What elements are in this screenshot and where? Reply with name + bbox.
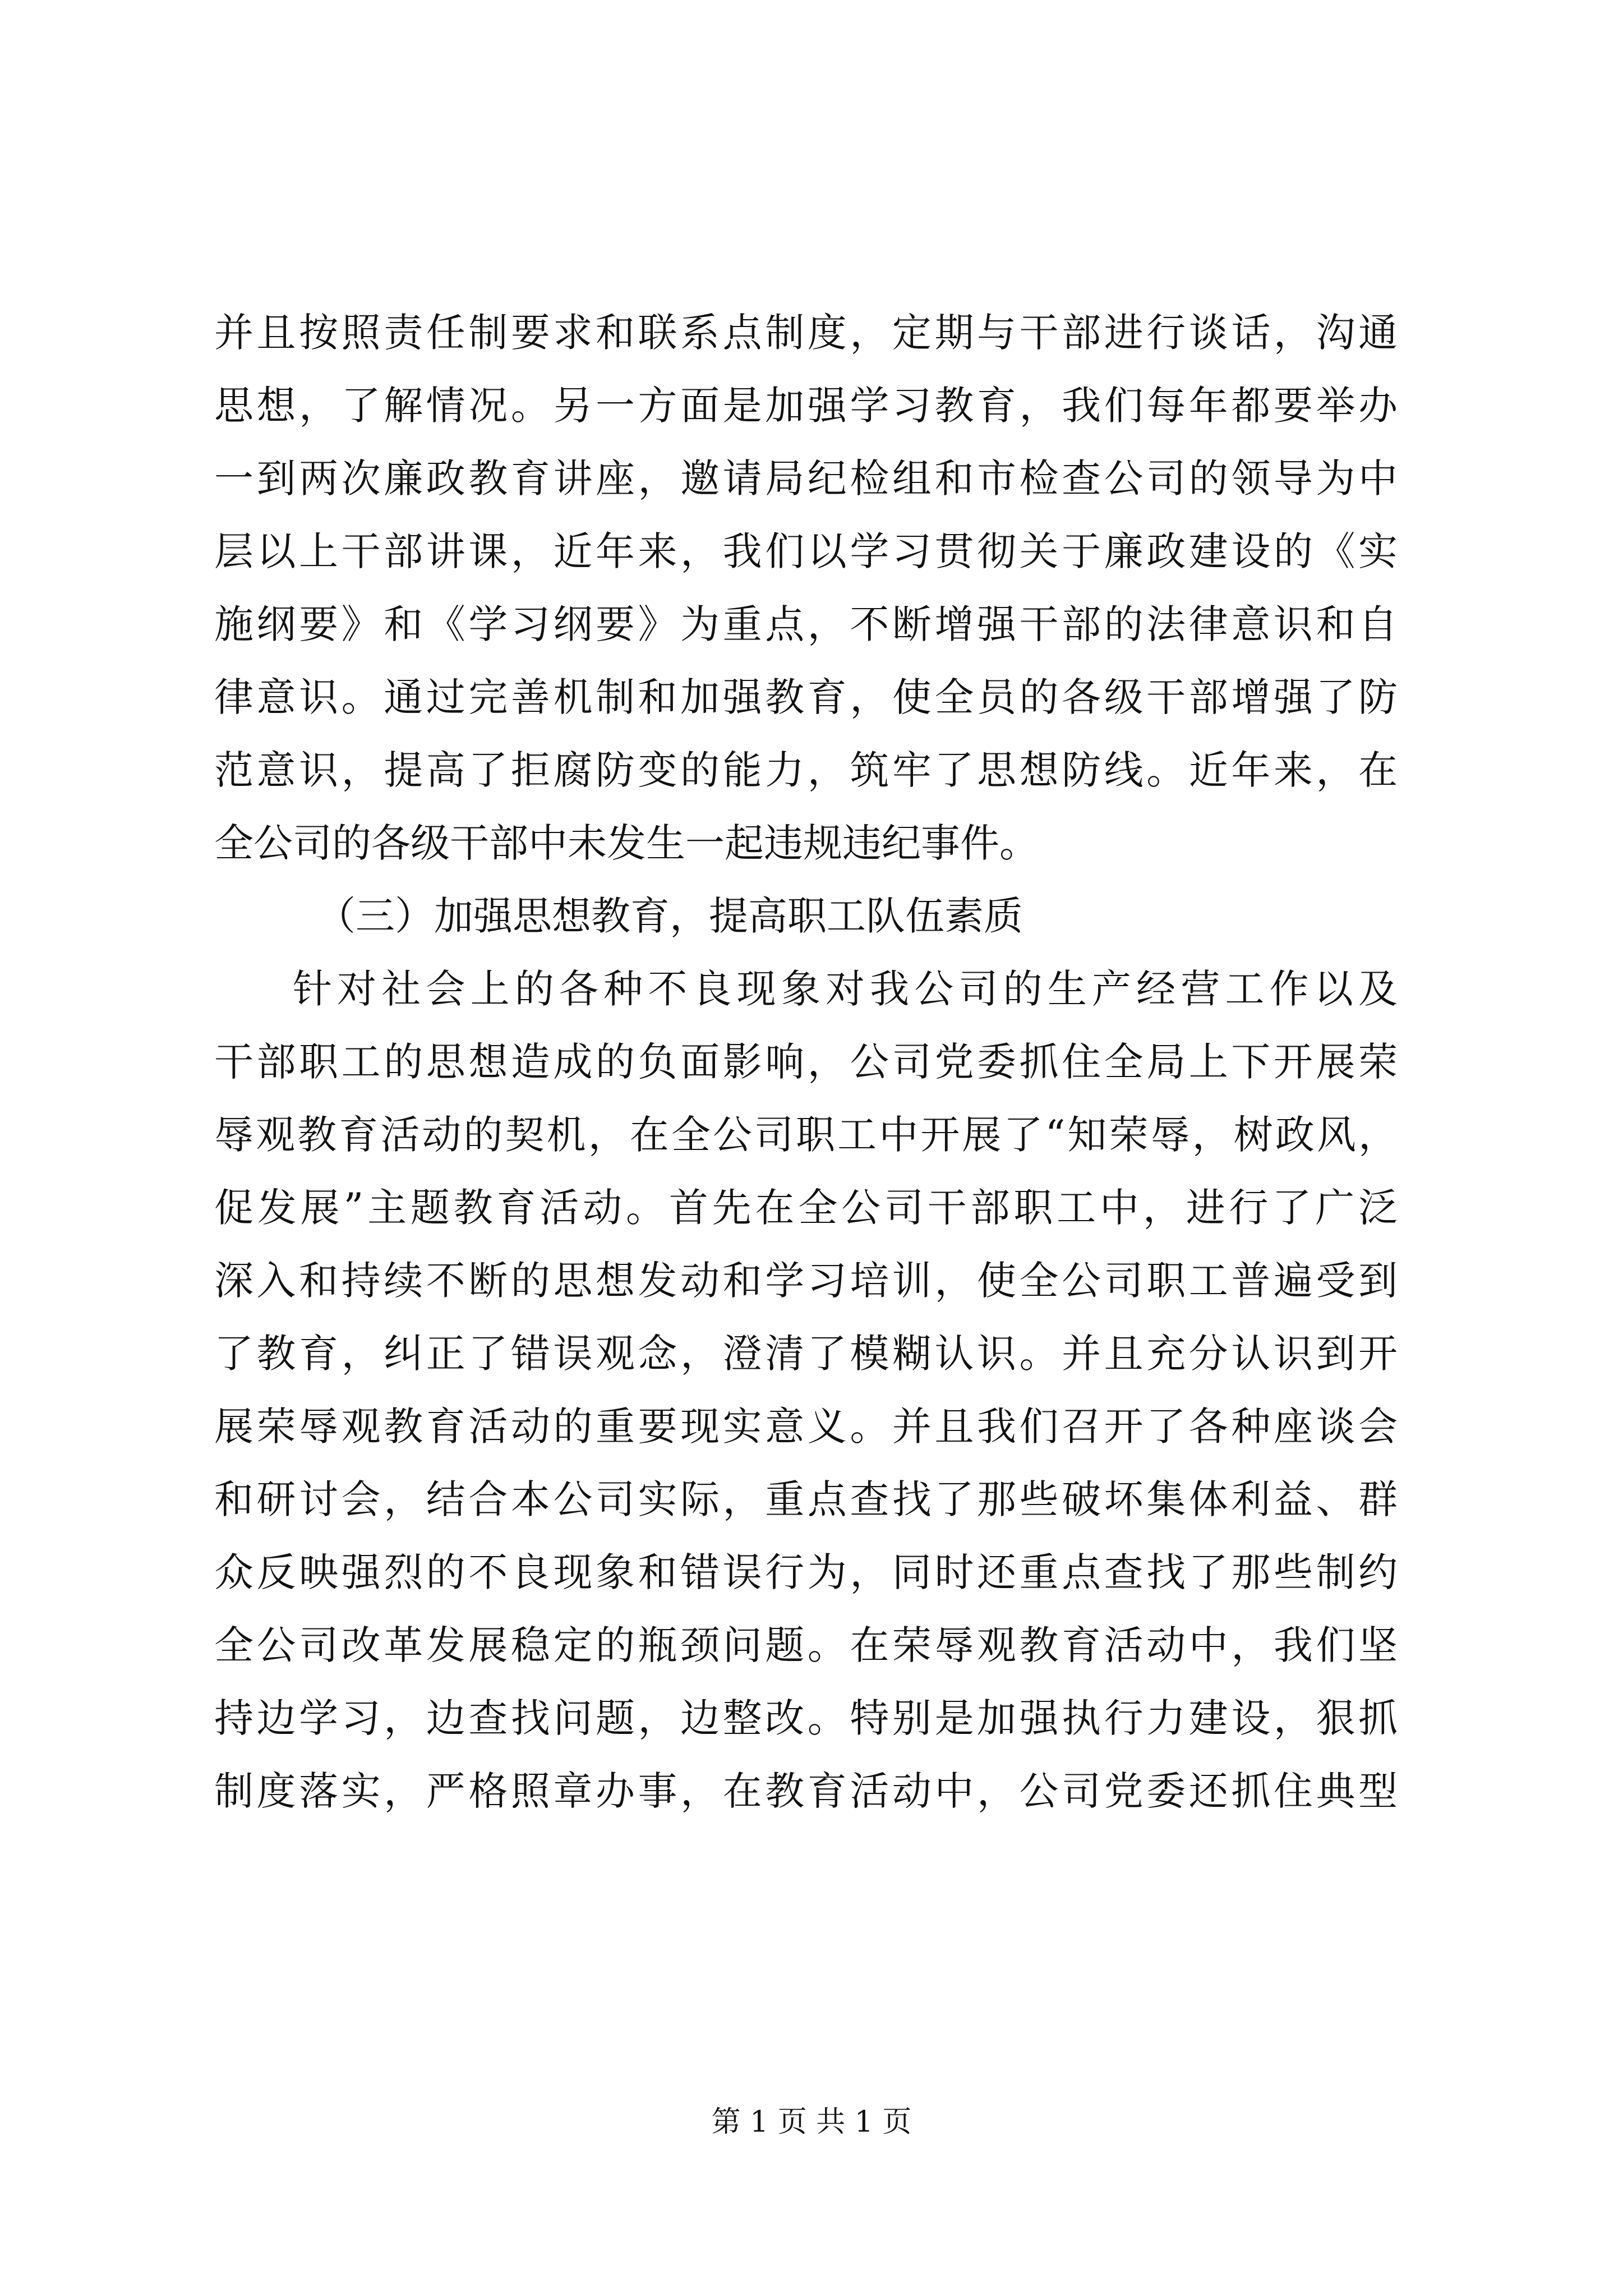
text-line: 针对社会上的各种不良现象对我公司的生产经营工作以及 — [293, 966, 1398, 1012]
text-line: 制度落实，严格照章办事，在教育活动中，公司党委还抓住典型 — [214, 1768, 1398, 1814]
text-line: 干部职工的思想造成的负面影响，公司党委抓住全局上下开展荣 — [214, 1039, 1398, 1085]
text-line: 层以上干部讲课，近年来，我们以学习贯彻关于廉政建设的《实 — [214, 528, 1398, 574]
text-line: 深入和持续不断的思想发动和学习培训，使全公司职工普遍受到 — [214, 1258, 1398, 1304]
text-line: 全公司的各级干部中未发生一起违规违纪事件。 — [214, 820, 1039, 866]
text-line: 辱观教育活动的契机，在全公司职工中开展了“知荣辱，树政风， — [214, 1112, 1398, 1158]
text-line: 施纲要》和《学习纲要》为重点，不断增强干部的法律意识和自 — [214, 601, 1398, 647]
text-line: 思想，了解情况。另一方面是加强学习教育，我们每年都要举办 — [214, 383, 1398, 429]
text-line: 了教育，纠正了错误观念，澄清了模糊认识。并且充分认识到开 — [214, 1331, 1398, 1377]
text-line: 促发展”主题教育活动。首先在全公司干部职工中，进行了广泛 — [214, 1185, 1398, 1231]
text-line: 全公司改革发展稳定的瓶颈问题。在荣辱观教育活动中，我们坚 — [214, 1622, 1398, 1668]
text-line: 范意识，提高了拒腐防变的能力，筑牢了思想防线。近年来，在 — [214, 747, 1398, 793]
text-line: 展荣辱观教育活动的重要现实意义。并且我们召开了各种座谈会 — [214, 1404, 1398, 1450]
text-line: 律意识。通过完善机制和加强教育，使全员的各级干部增强了防 — [214, 674, 1398, 720]
text-line: 一到两次廉政教育讲座，邀请局纪检组和市检查公司的领导为中 — [214, 455, 1398, 501]
document-body — [214, 296, 1398, 1828]
page-number-footer: 第 1 页 共 1 页 — [711, 2105, 912, 2139]
text-line: 众反映强烈的不良现象和错误行为，同时还重点查找了那些制约 — [214, 1549, 1398, 1595]
text-line: 持边学习，边查找问题，边整改。特别是加强执行力建设，狠抓 — [214, 1695, 1398, 1741]
text-line: 并且按照责任制要求和联系点制度，定期与干部进行谈话，沟通 — [214, 310, 1398, 356]
text-line: 和研讨会，结合本公司实际，重点查找了那些破坏集体利益、群 — [214, 1476, 1398, 1522]
section-heading: （三）加强思想教育，提高职工队伍素质 — [316, 893, 1023, 939]
